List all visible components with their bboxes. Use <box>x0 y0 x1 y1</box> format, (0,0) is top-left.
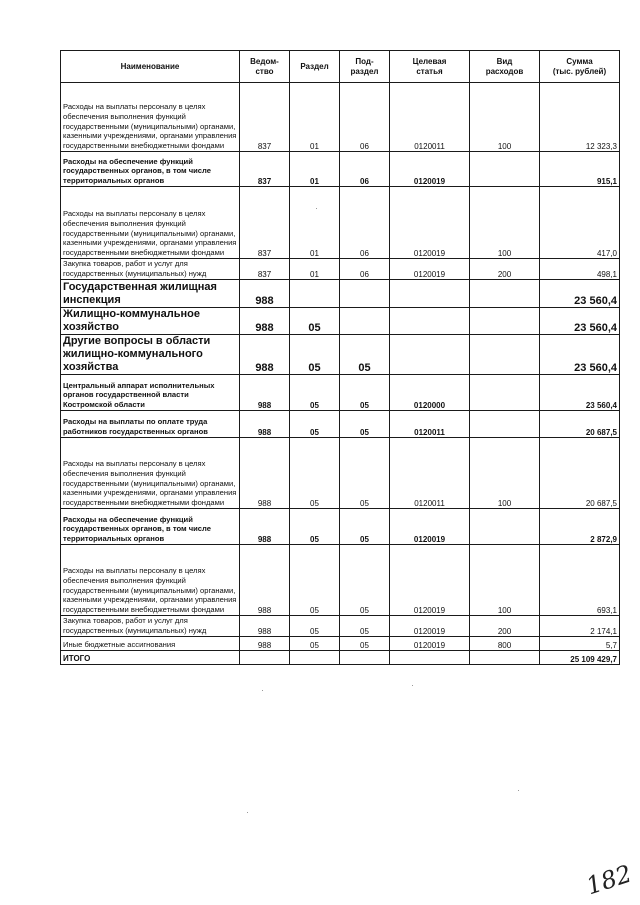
sum-cell: 23 560,4 <box>540 335 620 375</box>
scan-speck <box>247 812 248 813</box>
name-cell: Закупка товаров, работ и услуг для государственных (муниципальных) нужд <box>61 259 240 280</box>
podrazdel-cell: 06 <box>340 152 390 187</box>
statya-cell: 0120019 <box>390 187 470 259</box>
vid-cell <box>470 308 540 335</box>
name-cell: Расходы на выплаты персоналу в целях обеспечения выполнения функций государственными (муниципальными) органами, казенными учреждениями, органами управления государственными внебюджетными фондами <box>61 187 240 259</box>
table-row <box>61 83 620 152</box>
statya-cell: 0120019 <box>390 259 470 280</box>
table-row <box>61 308 620 335</box>
table-header-row <box>61 51 620 83</box>
ved-cell: 988 <box>240 308 290 335</box>
sum-cell: 20 687,5 <box>540 438 620 509</box>
table-row <box>61 187 620 259</box>
budget-table <box>60 50 620 665</box>
name-cell: Расходы на обеспечение функций государственных органов, в том числе территориальных органов <box>61 152 240 187</box>
name-cell: Расходы на выплаты по оплате труда работников государственных органов <box>61 411 240 438</box>
razdel-cell: 05 <box>290 411 340 438</box>
podrazdel-cell: 05 <box>340 375 390 411</box>
ved-cell: 837 <box>240 152 290 187</box>
razdel-cell: 05 <box>290 545 340 616</box>
vid-cell <box>470 375 540 411</box>
statya-cell: 0120019 <box>390 616 470 637</box>
name-cell: Центральный аппарат исполнительных органов государственной власти Костромской области <box>61 375 240 411</box>
statya-cell: 0120011 <box>390 411 470 438</box>
podrazdel-cell: 06 <box>340 83 390 152</box>
podrazdel-cell <box>340 280 390 308</box>
razdel-cell: 01 <box>290 187 340 259</box>
statya-cell: 0120019 <box>390 545 470 616</box>
razdel-cell: 05 <box>290 335 340 375</box>
statya-cell: 0120019 <box>390 509 470 545</box>
table-row <box>61 259 620 280</box>
statya-cell <box>390 280 470 308</box>
podrazdel-cell: 06 <box>340 187 390 259</box>
vid-cell: 100 <box>470 438 540 509</box>
table-body <box>61 83 620 651</box>
header-podrazdel: Под- раздел <box>340 51 390 83</box>
ved-cell: 988 <box>240 545 290 616</box>
vid-cell <box>470 152 540 187</box>
podrazdel-cell: 05 <box>340 438 390 509</box>
razdel-cell: 01 <box>290 83 340 152</box>
vid-cell <box>470 335 540 375</box>
ved-cell: 988 <box>240 616 290 637</box>
total-sum: 25 109 429,7 <box>540 651 620 665</box>
table-row <box>61 545 620 616</box>
podrazdel-cell: 05 <box>340 616 390 637</box>
ved-cell: 988 <box>240 509 290 545</box>
sum-cell: 5,7 <box>540 637 620 651</box>
podrazdel-cell <box>340 308 390 335</box>
statya-cell: 0120019 <box>390 152 470 187</box>
ved-cell: 988 <box>240 335 290 375</box>
header-summa: Сумма (тыс. рублей) <box>540 51 620 83</box>
name-cell: Расходы на выплаты персоналу в целях обеспечения выполнения функций государственными (муниципальными) органами, казенными учреждениями, органами управления государственными внебюджетными фондами <box>61 545 240 616</box>
total-empty-cell <box>340 651 390 665</box>
podrazdel-cell: 05 <box>340 335 390 375</box>
razdel-cell <box>290 280 340 308</box>
statya-cell: 0120011 <box>390 438 470 509</box>
vid-cell: 800 <box>470 637 540 651</box>
total-row <box>61 651 620 665</box>
ved-cell: 988 <box>240 438 290 509</box>
vid-cell: 100 <box>470 545 540 616</box>
ved-cell: 988 <box>240 280 290 308</box>
statya-cell: 0120000 <box>390 375 470 411</box>
table-row <box>61 335 620 375</box>
total-empty-cell <box>240 651 290 665</box>
sum-cell: 23 560,4 <box>540 280 620 308</box>
name-cell: Государственная жилищная инспекция <box>61 280 240 308</box>
ved-cell: 837 <box>240 83 290 152</box>
name-cell: Жилищно-коммунальное хозяйство <box>61 308 240 335</box>
podrazdel-cell: 05 <box>340 545 390 616</box>
scan-speck <box>316 208 317 209</box>
vid-cell: 100 <box>470 187 540 259</box>
sum-cell: 498,1 <box>540 259 620 280</box>
razdel-cell: 05 <box>290 637 340 651</box>
razdel-cell: 01 <box>290 259 340 280</box>
ved-cell: 988 <box>240 411 290 438</box>
razdel-cell: 01 <box>290 152 340 187</box>
sum-cell: 417,0 <box>540 187 620 259</box>
header-vid: Вид расходов <box>470 51 540 83</box>
ved-cell: 988 <box>240 375 290 411</box>
ved-cell: 837 <box>240 187 290 259</box>
podrazdel-cell: 05 <box>340 509 390 545</box>
name-cell: Иные бюджетные ассигнования <box>61 637 240 651</box>
podrazdel-cell: 05 <box>340 411 390 438</box>
table-row <box>61 280 620 308</box>
vid-cell <box>470 280 540 308</box>
sum-cell: 20 687,5 <box>540 411 620 438</box>
total-empty-cell <box>290 651 340 665</box>
podrazdel-cell: 05 <box>340 637 390 651</box>
table-row <box>61 637 620 651</box>
table-row <box>61 152 620 187</box>
sum-cell: 693,1 <box>540 545 620 616</box>
total-empty-cell <box>470 651 540 665</box>
name-cell: Закупка товаров, работ и услуг для государственных (муниципальных) нужд <box>61 616 240 637</box>
table-row <box>61 616 620 637</box>
scan-speck <box>518 790 519 791</box>
vid-cell <box>470 509 540 545</box>
sum-cell: 12 323,3 <box>540 83 620 152</box>
ved-cell: 837 <box>240 259 290 280</box>
vid-cell: 200 <box>470 259 540 280</box>
table-row <box>61 375 620 411</box>
sum-cell: 915,1 <box>540 152 620 187</box>
header-statya: Целевая статья <box>390 51 470 83</box>
vid-cell: 200 <box>470 616 540 637</box>
table-row <box>61 438 620 509</box>
table-row <box>61 411 620 438</box>
vid-cell: 100 <box>470 83 540 152</box>
razdel-cell: 05 <box>290 509 340 545</box>
statya-cell: 0120019 <box>390 637 470 651</box>
header-razdel: Раздел <box>290 51 340 83</box>
name-cell: Расходы на выплаты персоналу в целях обеспечения выполнения функций государственными (муниципальными) органами, казенными учреждениями, органами управления государственными внебюджетными фондами <box>61 83 240 152</box>
sum-cell: 23 560,4 <box>540 308 620 335</box>
vid-cell <box>470 411 540 438</box>
sum-cell: 2 174,1 <box>540 616 620 637</box>
razdel-cell: 05 <box>290 438 340 509</box>
table-row <box>61 509 620 545</box>
sum-cell: 2 872,9 <box>540 509 620 545</box>
name-cell: Расходы на выплаты персоналу в целях обеспечения выполнения функций государственными (муниципальными) органами, казенными учреждениями, органами управления государственными внебюджетными фондами <box>61 438 240 509</box>
statya-cell <box>390 335 470 375</box>
name-cell: Расходы на обеспечение функций государственных органов, в том числе территориальных органов <box>61 509 240 545</box>
handwritten-page-number: 182 <box>582 859 636 901</box>
header-name: Наименование <box>61 51 240 83</box>
header-ved: Ведом- ство <box>240 51 290 83</box>
total-empty-cell <box>390 651 470 665</box>
razdel-cell: 05 <box>290 375 340 411</box>
total-label: ИТОГО <box>61 651 240 665</box>
razdel-cell: 05 <box>290 308 340 335</box>
scan-speck <box>262 690 263 691</box>
sum-cell: 23 560,4 <box>540 375 620 411</box>
podrazdel-cell: 06 <box>340 259 390 280</box>
statya-cell: 0120011 <box>390 83 470 152</box>
ved-cell: 988 <box>240 637 290 651</box>
razdel-cell: 05 <box>290 616 340 637</box>
statya-cell <box>390 308 470 335</box>
scan-speck <box>412 685 413 686</box>
name-cell: Другие вопросы в области жилищно-коммунального хозяйства <box>61 335 240 375</box>
